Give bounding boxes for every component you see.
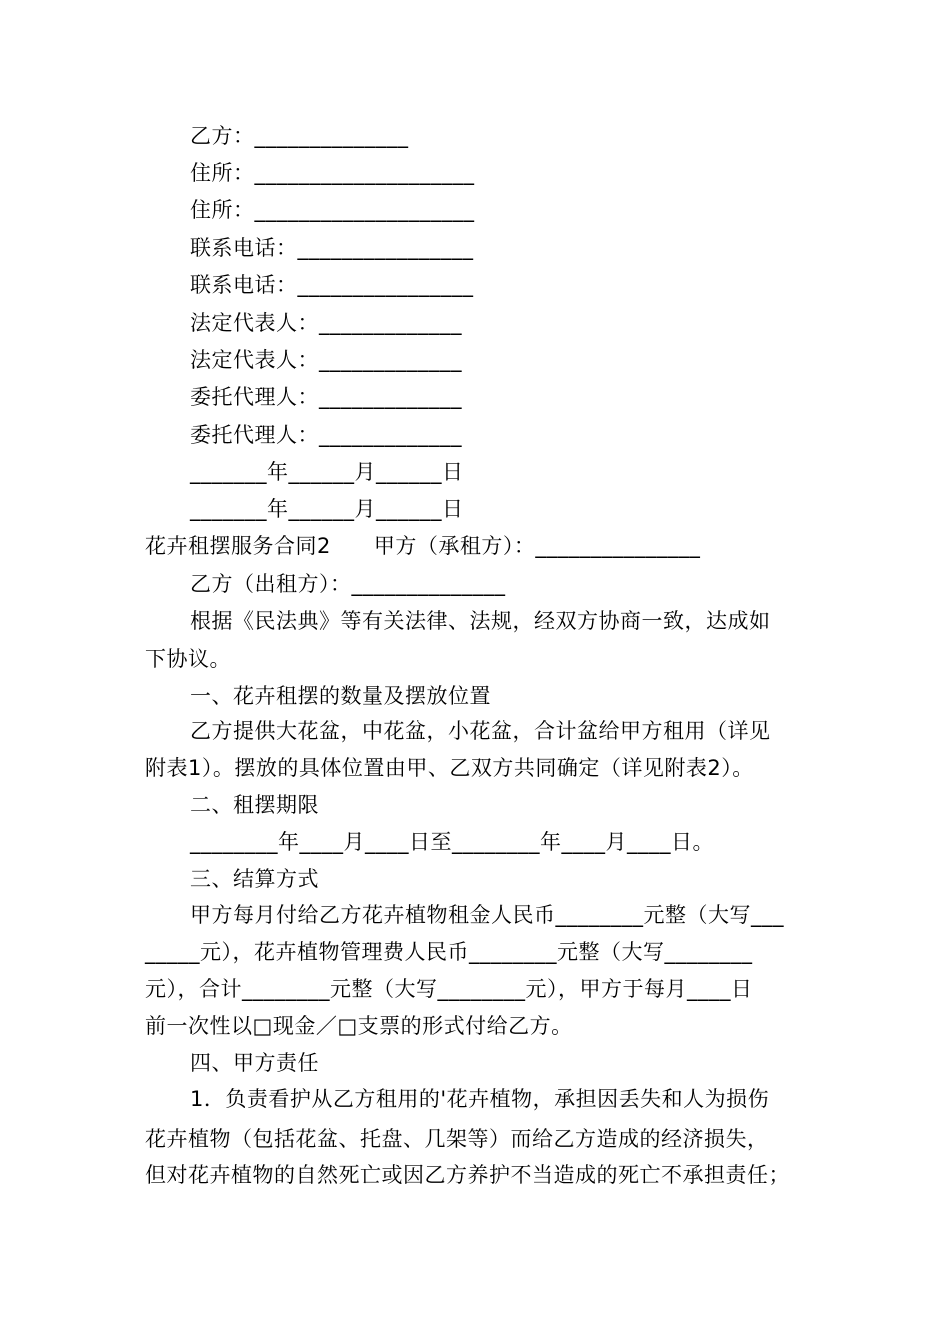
agent-line: 委托代理人：_____________ [190,385,462,409]
paragraph-line: 乙方提供大花盆，中花盆，小花盆，合计盆给甲方租用（详见 [190,719,771,743]
phone-line: 联系电话：________________ [190,273,474,297]
lessor-line: 乙方（出租方）：______________ [190,572,506,596]
paragraph-line: 元），合计________元整（大写________元），甲方于每月____日 [145,977,753,1001]
section-heading: 二、租摆期限 [190,793,319,817]
agent-line: 委托代理人：_____________ [190,423,462,447]
period-line: ________年____月____日至________年____月____日。 [190,830,714,854]
paragraph-line: 但对花卉植物的自然死亡或因乙方养护不当造成的死亡不承担责任； [145,1163,790,1187]
paragraph-line: 前一次性以□现金／□支票的形式付给乙方。 [145,1014,573,1038]
legal-rep-line: 法定代表人：_____________ [190,348,462,372]
paragraph-line: _____元），花卉植物管理费人民币________元整（大写________ [145,940,753,964]
section-heading: 四、甲方责任 [190,1051,319,1075]
phone-line: 联系电话：________________ [190,236,474,260]
section-heading: 一、花卉租摆的数量及摆放位置 [190,684,491,708]
paragraph-line: 根据《民法典》等有关法律、法规，经双方协商一致，达成如 [190,609,771,633]
address-line: 住所：____________________ [190,161,475,185]
date-line: _______年______月______日 [190,460,464,484]
date-line: _______年______月______日 [190,497,464,521]
party-b-line: 乙方：______________ [190,124,409,148]
legal-rep-line: 法定代表人：_____________ [190,311,462,335]
paragraph-line: 下协议。 [145,647,231,671]
paragraph-line: 花卉植物（包括花盆、托盘、几架等）而给乙方造成的经济损失， [145,1127,769,1151]
contract-title-line: 花卉租摆服务合同2 甲方（承租方）：_______________ [145,534,701,558]
section-heading: 三、结算方式 [190,867,319,891]
paragraph-line: 甲方每月付给乙方花卉植物租金人民币________元整（大写___ [190,903,784,927]
paragraph-line: 附表1）。摆放的具体位置由甲、乙双方共同确定（详见附表2）。 [145,756,754,780]
paragraph-line: 1．负责看护从乙方租用的'花卉植物，承担因丢失和人为损伤 [190,1087,770,1111]
address-line: 住所：____________________ [190,198,475,222]
